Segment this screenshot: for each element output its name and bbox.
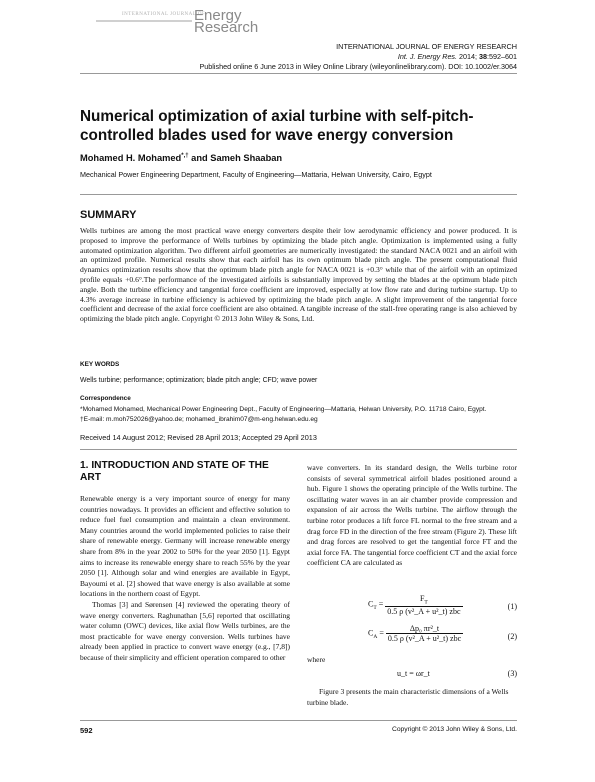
received-divider: [80, 449, 517, 450]
header-divider: [80, 73, 517, 74]
header-citation: [398, 52, 517, 61]
eq2-denominator: 0.5 ρ (v²_A + u²_t) zbc: [387, 634, 462, 643]
abstract-text: Wells turbines are among the most practical wave energy converters despite their low aerodynamic efficiency and power produced. It is proposed to improve the performance of Wells turbines by optimizing the blade pitch angle. Optimization is implemented using a fully automated optimization algorithm. Two different airfoil geometries are numerically investigated: the standard NACA 0021 and an airfoil with an optimized profile. Numerical results show that each airfoil has its own optimum blade pitch angle. The present computational fluid dynamics optimization results show that the optimum blade pitch angle for NACA 0021 is +0.3° while that of the airfoil with an optimized profile equals +0.6°.The performance of the investigated airfoils is substantially improved by setting the blades at the optimum blade pitch angle. Both the turbine efficiency and tangential force coefficient are improved, especially at low flow rate and during turbine startup. Up to 4.3% average increase in turbine efficiency is achieved by optimizing the blade pitch angle. A slight improvement of the tangential force coefficient and decrease of the axial force coefficient are also obtained. A tangible increase of the stall-free operating range is also achieved by optimizing the blade pitch angle. Copyright © 2013 John Wiley & Sons, Ltd.: [80, 226, 517, 324]
correspondence-email: †E-mail: m.moh752026@yahoo.de; mohamed_ibrahim07@m-eng.helwan.edu.eg: [80, 416, 318, 423]
footer-copyright: Copyright © 2013 John Wiley & Sons, Ltd.: [392, 726, 517, 733]
paragraph-intro-1: Renewable energy is a very important source of energy for many countries nowadays. It provides an efficient and effective solution to reduce fuel fuel consumption and maintain a clean environment. Many countries around the world implemented policies to raise their share of renewable energy. Germany will increase renewable energy share from 8% in the year 2002 to 50% for the year 2050 [1]. Egypt aims to increase its renewable energy share to reach 55% by the year 2050 [1]. Although solar and wind energies are available in Egypt, Bayoumi et al. [2] showed that wave energy is also available at some locations in the northern coast of Egypt.: [80, 494, 290, 599]
equation-3: u_t = ωr_t: [397, 669, 430, 678]
eq1-fraction: [385, 594, 462, 616]
paragraph-wells-operation: wave converters. In its standard design, the Wells turbine rotor consists of several symmetrical airfoil blades positioned around a hub. Figure 1 shows the operating principle of the Wells turbine. The oscillating water waves in an air chamber provide compression and expansion of air across the Wells turbine. The airflow through the turbine rotor produces a lift force FL normal to the free stream and a drag force FD in the direction of the free stream (Figure 2). These lift and drag forces are resolved to get the tangential force FT and the axial force FA. The tangential force coefficient CT and the axial force coefficient CA are calculated as: [307, 463, 517, 568]
eq1-lhs-sub: T: [373, 605, 377, 612]
correspondence-heading: Correspondence: [80, 395, 131, 402]
eq2-numerator: Δp₀ πr²_t: [386, 624, 463, 634]
author-2: Sameh Shaaban: [210, 153, 283, 164]
paragraph-figure-3: Figure 3 presents the main characteristic dimensions of a Wells turbine blade.: [307, 687, 509, 707]
header-published-doi: Published online 6 June 2013 in Wiley Online Library (wileyonlinelibrary.com). DOI: 10.1002/er.3064: [199, 62, 517, 71]
where-text: where: [307, 655, 326, 664]
equation-3-number: (3): [507, 669, 517, 678]
column-left: [80, 494, 290, 664]
citation-year: 2014;: [457, 52, 480, 61]
equation-2: $C_A$ = $\frac{\text{Δp₀ πr²\_t}}{\text{0.5 ρ (v²\_A + u²\_t) zbc}}$: [368, 624, 462, 643]
logo-tagline: INTERNATIONAL JOURNAL OF: [122, 12, 206, 17]
eq2-lhs: C: [368, 628, 374, 638]
paragraph-intro-2: Thomas [3] and Sørensen [4] reviewed the operating theory of wave energy converters. Raghunathan [5,6] reported that oscillating water column (OWC) devices, like axial flow Wells turbines, are the most practicable for wave energy conversion. Wells turbines have already been applied in practice to convert wave energy (e.g., [7,8]) because of their simplicity and efficient operation compared to other: [80, 599, 290, 662]
eq2-fraction: [386, 624, 463, 643]
author-list: [80, 153, 282, 163]
author-connector: and: [188, 153, 211, 164]
footer-divider: [80, 720, 517, 721]
eq1-lhs: C: [368, 599, 374, 609]
equation-2-number: (2): [507, 632, 517, 641]
author-1: Mohamed H. Mohamed: [80, 153, 182, 164]
author-1-marks: *,†: [181, 153, 189, 159]
affiliation: Mechanical Power Engineering Department, Faculty of Engineering—Mattaria, Helwan University, Cairo, Egypt: [80, 170, 432, 179]
eq1-num-sub: T: [424, 599, 428, 606]
logo-word-research: Research: [194, 19, 259, 36]
eq1-num-text: F: [419, 594, 425, 603]
article-title: Numerical optimization of axial turbine with self-pitch-controlled blades used for wave energy conversion: [80, 108, 474, 144]
summary-divider: [80, 194, 517, 195]
correspondence-address: *Mohamed Mohamed, Mechanical Power Engineering Dept., Faculty of Engineering—Mattaria, Helwan University, P.O. 11718 Cairo, Egypt.: [80, 406, 487, 413]
eq1-denominator: 0.5 ρ (v²_A + u²_t) zbc: [387, 606, 461, 616]
logo-word-energy: Energy: [194, 7, 242, 24]
eq1-numerator: [385, 594, 462, 607]
eq2-lhs-sub: A: [373, 633, 378, 640]
citation-volume: 38: [479, 52, 488, 61]
received-dates: Received 14 August 2012; Revised 28 April 2013; Accepted 29 April 2013: [80, 433, 317, 442]
header-journal-name: INTERNATIONAL JOURNAL OF ENERGY RESEARCH: [336, 42, 517, 51]
journal-logo: [96, 7, 259, 36]
summary-heading: SUMMARY: [80, 209, 137, 221]
section-1-heading: 1. INTRODUCTION AND STATE OF THE ART: [80, 460, 269, 483]
column-right: [307, 463, 517, 569]
citation-journal: Int. J. Energy Res.: [397, 52, 458, 61]
citation-pages: :592–601: [487, 52, 517, 61]
equation-1-number: (1): [507, 602, 517, 611]
equation-1: $C_T$ = $\frac{F_T}{\text{0.5 ρ (v²\_A + u²\_t) zbc}}$: [368, 594, 461, 616]
page-number: 592: [80, 726, 93, 735]
logo-bar: [96, 20, 192, 22]
keywords-list: Wells turbine; performance; optimization; blade pitch angle; CFD; wave power: [80, 377, 318, 384]
keywords-heading: KEY WORDS: [80, 361, 120, 368]
